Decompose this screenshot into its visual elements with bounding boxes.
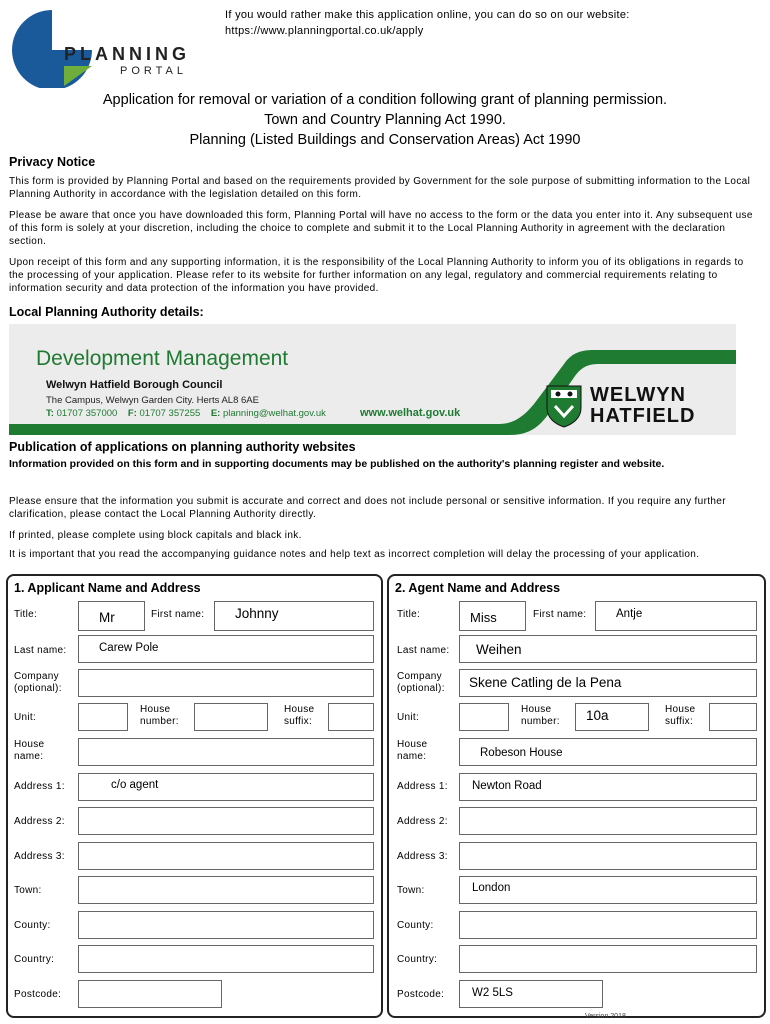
agent-postcode-field[interactable] [459,980,603,1008]
house-number-label-line2: number: [140,716,179,727]
applicant-address2-label: Address 2: [14,816,65,827]
company-label-line2: (optional): [14,683,62,694]
applicant-address3-label: Address 3: [14,851,65,862]
applicant-postcode-field[interactable] [78,980,222,1008]
welwyn-hatfield-shield-icon [545,384,583,428]
applicant-house-suffix-field[interactable] [328,703,374,731]
agent-address3-field[interactable] [459,842,757,870]
agent-title-label: Title: [397,609,421,620]
tel-value: 01707 357000 [56,408,118,419]
publication-bold-notice: Information provided on this form and in supporting documents may be published on the authority's planning register and website. [9,458,665,470]
agent-country-field[interactable] [459,945,757,973]
agent-house-suffix-label [665,704,695,728]
agent-last-name-label: Last name: [397,645,450,656]
online-notice-line1: If you would rather make this application online, you can do so on our website: [225,9,630,21]
agent-heading: 2. Agent Name and Address [395,581,561,595]
agent-first-name-field[interactable] [595,601,757,631]
agent-country-label: Country: [397,954,438,965]
applicant-company-label [14,671,62,695]
brand-word-hatfield: HATFIELD [590,405,696,427]
email-label: E: [210,408,221,419]
house-suffix-label-line1: House [284,704,315,715]
applicant-heading: 1. Applicant Name and Address [14,581,201,595]
council-website[interactable]: www.welhat.gov.uk [360,407,461,419]
applicant-address1-label: Address 1: [14,781,65,792]
house-number-label-line1: House [140,704,171,715]
council-address: The Campus, Welwyn Garden City. Herts AL8 6AE [46,395,259,406]
applicant-house-number-label [140,704,179,728]
agent-company-field[interactable] [459,669,757,697]
agent-address1-value: Newton Road [472,780,542,792]
house-suffix-label-line2: suffix: [284,716,313,727]
publication-heading: Publication of applications on planning authority websites [9,440,356,454]
applicant-house-name-field[interactable] [78,738,374,766]
applicant-county-field[interactable] [78,911,374,939]
agent-house-suffix-field[interactable] [709,703,757,731]
agent-first-name-value: Antje [616,608,643,620]
agent-address2-label: Address 2: [397,816,448,827]
applicant-postcode-label: Postcode: [14,989,62,1000]
agent-first-name-label: First name: [533,609,587,620]
applicant-unit-field[interactable] [78,703,128,731]
house-name-label-line1: House [397,739,428,750]
agent-house-name-value: Robeson House [480,747,563,759]
applicant-last-name-field[interactable] [78,635,374,663]
agent-address3-label: Address 3: [397,851,448,862]
applicant-county-label: County: [14,920,51,931]
fax-value: 01707 357255 [139,408,201,419]
privacy-heading: Privacy Notice [9,155,96,169]
house-number-label-line2: number: [521,716,560,727]
agent-company-value: Skene Catling de la Pena [469,675,622,690]
form-title-act1: Town and Country Planning Act 1990. [264,112,506,128]
applicant-house-suffix-label [284,704,314,728]
house-suffix-label-line1: House [665,704,696,715]
agent-house-number-field[interactable] [575,703,649,731]
company-label-line1: Company [397,671,442,682]
fax-label: F: [127,408,137,419]
applicant-address2-field[interactable] [78,807,374,835]
version-label: Version 2018 [585,1013,626,1020]
house-number-label-line1: House [521,704,552,715]
house-suffix-label-line2: suffix: [665,716,694,727]
publication-paragraph-3: It is important that you read the accompanying guidance notes and help text as incorrect completion will delay the processing of your application. [9,549,700,560]
form-title-main: Application for removal or variation of a condition following grant of planning permission. [102,92,668,108]
applicant-first-name-field[interactable] [214,601,374,631]
agent-title-value: Miss [470,610,497,625]
applicant-title-field[interactable] [78,601,145,631]
applicant-company-value [79,670,373,676]
house-name-label-line1: House [14,739,45,750]
privacy-paragraph-2: Please be aware that once you have downloaded this form, Planning Portal will have no access to the form or the data you enter into it. Any subsequent use of this form is solely at your discretion, including the choice to complete and submit it to the Local Planning Authority in agreement with the declaration section. [9,210,753,247]
applicant-first-name-value: Johnny [235,606,279,621]
publication-paragraph-2: If printed, please complete using block capitals and black ink. [9,530,302,541]
applicant-address1-field[interactable] [78,773,374,801]
tel-label: T: [46,408,54,419]
logo-text-planning: PLANNING [64,44,190,64]
privacy-paragraph-1: This form is provided by Planning Portal and based on the requirements provided by Government for the sole purpose of submitting information to the Local Planning Authority in accordance with the legislation detailed on this form. [9,176,751,200]
agent-town-label: Town: [397,885,425,896]
house-name-label-line2: name: [14,751,44,762]
applicant-last-name-label: Last name: [14,645,67,656]
form-titles [0,90,770,150]
applicant-address3-field[interactable] [78,842,374,870]
council-name: Welwyn Hatfield Borough Council [46,379,223,391]
agent-panel [387,574,766,1018]
agent-title-field[interactable] [459,601,526,631]
agent-unit-label: Unit: [397,712,420,723]
company-label-line1: Company [14,671,59,682]
applicant-last-name-value: Carew Pole [99,642,159,654]
applicant-address1-value: c/o agent [111,779,159,791]
applicant-town-field[interactable] [78,876,374,904]
form-title-act2: Planning (Listed Buildings and Conservation Areas) Act 1990 [189,132,581,148]
welwyn-hatfield-brand [590,385,695,427]
logo-text-portal: PORTAL [120,65,187,77]
applicant-house-number-field[interactable] [194,703,268,731]
company-label-line2: (optional): [397,683,445,694]
publication-paragraph-1: Please ensure that the information you submit is accurate and correct and does not include personal or sensitive information. If you require any further clarification, please contact the Local Planning Authority directly. [9,496,726,520]
applicant-house-name-value [79,739,373,745]
agent-postcode-label: Postcode: [397,989,445,1000]
email-value[interactable]: planning@welhat.gov.uk [222,408,326,419]
applicant-unit-label: Unit: [14,712,37,723]
applicant-house-name-label [14,739,44,763]
agent-postcode-value: W2 5LS [472,987,513,999]
agent-house-name-label [397,739,427,763]
council-contacts [46,408,326,419]
applicant-town-label: Town: [14,885,42,896]
agent-address1-field[interactable] [459,773,757,801]
agent-house-name-field[interactable] [459,738,757,766]
applicant-country-label: Country: [14,954,55,965]
lpa-heading: Local Planning Authority details: [9,305,204,319]
applicant-title-label: Title: [14,609,38,620]
agent-house-number-label [521,704,560,728]
agent-house-number-value: 10a [586,708,609,723]
privacy-paragraph-3: Upon receipt of this form and any supporting information, it is the responsibility of the Local Planning Authority to inform you of its obligations in regards to the processing of your application. Please refer to its website for further information on any legal, regulatory and commercial requirements relating to information security and data protection of the information you have provided. [9,257,744,294]
agent-company-label [397,671,445,695]
applicant-company-field[interactable] [78,669,374,697]
planning-portal-logo [8,8,198,88]
agent-county-label: County: [397,920,434,931]
online-notice [225,7,630,39]
house-name-label-line2: name: [397,751,427,762]
agent-unit-field[interactable] [459,703,509,731]
applicant-first-name-label: First name: [151,609,205,620]
agent-town-value: London [472,882,511,894]
agent-address1-label: Address 1: [397,781,448,792]
applicant-country-field[interactable] [78,945,374,973]
brand-word-welwyn: WELWYN [590,384,686,406]
development-management-title: Development Management [36,347,289,370]
agent-town-field[interactable] [459,876,757,904]
agent-address2-field[interactable] [459,807,757,835]
agent-last-name-value: Weihen [476,642,522,657]
applicant-panel [6,574,383,1018]
applicant-title-value: Mr [99,610,115,625]
agent-last-name-field[interactable] [459,635,757,663]
online-notice-url[interactable]: https://www.planningportal.co.uk/apply [225,25,424,37]
agent-county-field[interactable] [459,911,757,939]
